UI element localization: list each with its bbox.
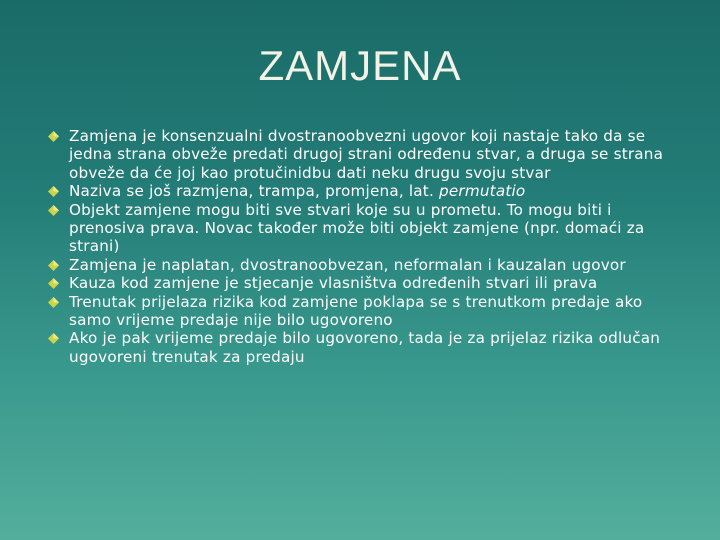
bullet-item	[48, 182, 678, 200]
diamond-bullet-icon	[48, 297, 59, 308]
bullet-text: Objekt zamjene mogu biti sve stvari koje su u prometu. To mogu biti i prenosiva prava. Novac također može biti objekt zamjene (npr. domaći za strani)	[69, 200, 645, 256]
bullet-item	[48, 274, 678, 292]
diamond-bullet-icon	[48, 131, 59, 142]
bullet-text: Zamjena je naplatan, dvostranoobvezan, neformalan i kauzalan ugovor	[69, 255, 626, 274]
diamond-bullet-icon	[48, 333, 59, 344]
bullet-item	[48, 256, 678, 274]
bullet-item	[48, 127, 678, 182]
diamond-bullet-icon	[48, 260, 59, 271]
bullet-item	[48, 293, 678, 330]
bullet-text-plain: Naziva se još razmjena, trampa, promjena, lat.	[69, 182, 440, 201]
diamond-bullet-icon	[48, 278, 59, 289]
bullet-text: Kauza kod zamjene je stjecanje vlasništva određenih stvari ili prava	[69, 274, 598, 293]
diamond-bullet-icon	[48, 186, 59, 197]
bullet-text	[69, 182, 525, 200]
slide-title: ZAMJENA	[258, 42, 462, 89]
bullet-item	[48, 329, 678, 366]
bullet-text: Trenutak prijelaza rizika kod zamjene poklapa se s trenutkom predaje ako samo vrijeme predaje nije bilo ugovoreno	[69, 292, 643, 330]
bullet-item	[48, 201, 678, 256]
bullet-text: Ako je pak vrijeme predaje bilo ugovoreno, tada je za prijelaz rizika odlučan ugovoreni trenutak za predaju	[69, 329, 661, 366]
bullet-text-italic: permutatio	[439, 182, 526, 201]
bullet-list	[48, 127, 678, 366]
diamond-bullet-icon	[48, 205, 59, 216]
bullet-text: Zamjena je konsenzualni dvostranoobvezni ugovor koji nastaje tako da se jedna strana obveže predati drugoj strani određenu stvar, a druga se strana obveže da će joj kao protučinidbu dati neku drugu svoju stvar	[69, 127, 664, 182]
